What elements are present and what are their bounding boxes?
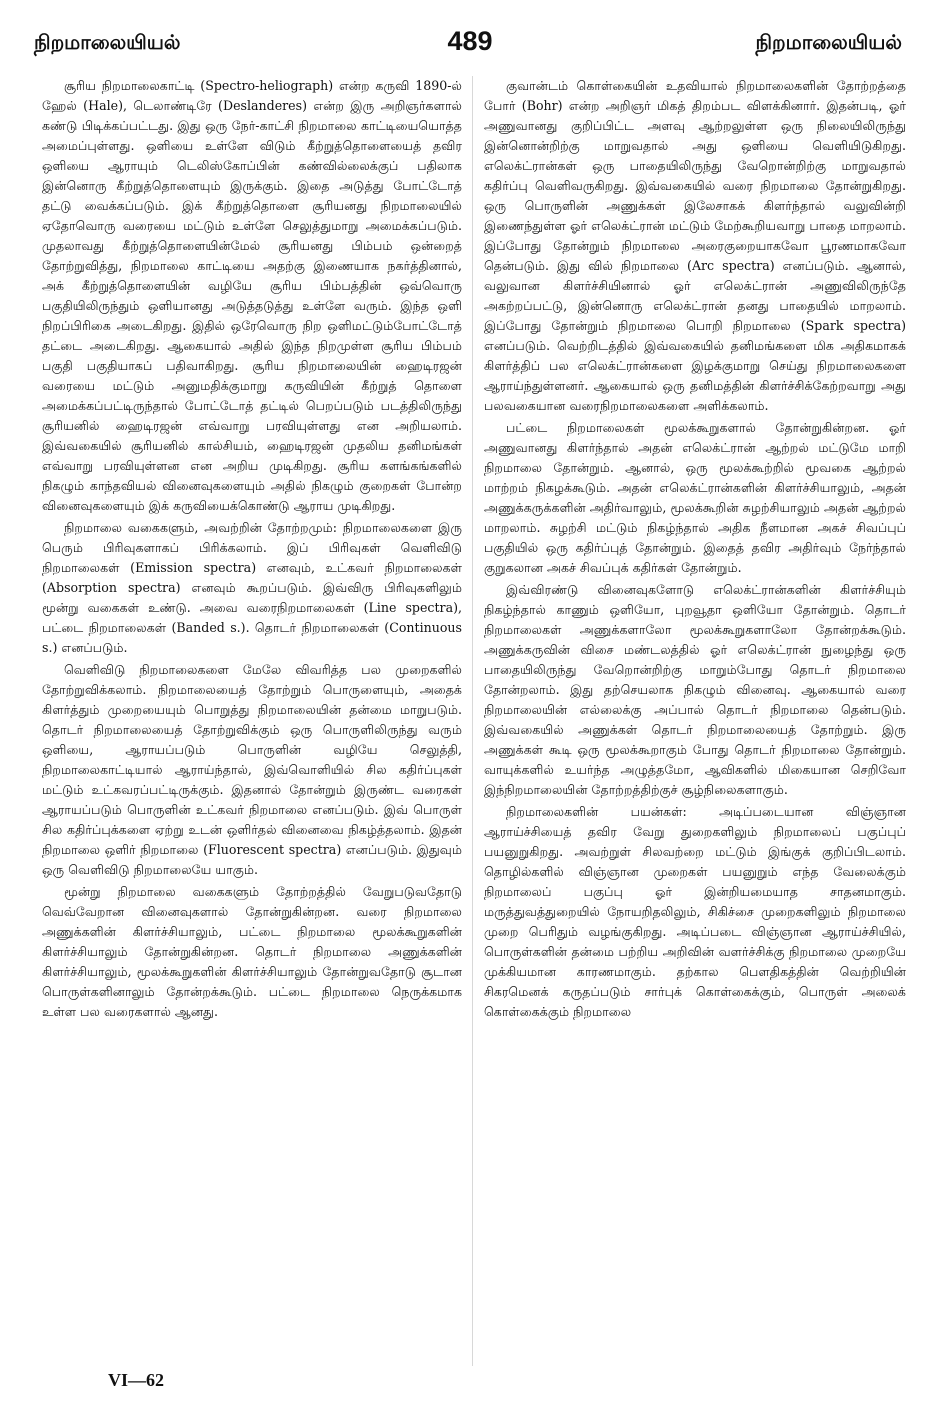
signature-mark: VI—62 bbox=[108, 1370, 165, 1390]
page-number: 489 bbox=[447, 26, 493, 56]
paragraph-spectroheliograph: சூரிய நிறமாலைகாட்டி (Spectro-heliograph) என்ற கருவி 1890-ல் ஹேல் (Hale), டெலாண்டிரே (Deslanderes) என்ற இரு அறிஞர்களால் கண்டு பிடிக்கப்பட்டது. இது ஒரு நேர்-காட்சி நிறமாலை காட்டியையொத்த அமைப்புள்ளது. ஒளியை உள்ளே விடும் கீற்றுத்தொளையைத் தவிர ஒளியை ஆராயும் டெலிஸ்கோப்பின் கண்வில்லைக்குப் பதிலாக இன்னொரு கீற்றுத்தொளையும் இருக்கும். இதை அடுத்து போட்டோத் தட்டு வைக்கப்படும். இக் கீற்றுத்தொளை சூரியனது நிறமாலையில் ஏதோவொரு வரையை மட்டும் உள்ளே செலுத்துமாறு அமைக்கப்படும். முதலாவது கீற்றுத்தொளையின்மேல் சூரியனது பிம்பம் ஒன்றைத் தோற்றுவித்து, நிறமாலை காட்டியை அதற்கு இணையாக நகர்த்தினால், அக் கீற்றுத்தொளையின் வழியே சூரிய பிம்பத்தின் ஒவ்வொரு பகுதியிலிருந்தும் ஒளியானது அடுத்தடுத்து உள்ளே வரும். இந்த ஒளி நிறப்பிரிகை அடைகிறது. இதில் ஒரேவொரு நிற ஒளிமட்டும்போட்டோத் தட்டை அடைகிறது. ஆகையால் அதில் இந்த நிறமுள்ள சூரிய பிம்பம் பகுதி பகுதியாகப் பதிவாகிறது. சூரிய நிறமாலையின் ஹைடிரஜன் வரையை மட்டும் அனுமதிக்குமாறு கருவியின் கீற்றுத் தொளை அமைக்கப்பட்டிருந்தால் போட்டோத் தட்டில் பெறப்படும் படத்திலிருந்து சூரியனில் ஹைடிரஜன் எவ்வாறு பரவியுள்ளது என அறியலாம். இவ்வகையில் சூரியனில் கால்சியம், ஹைடிரஜன் முதலிய தனிமங்கள் எவ்வாறு பரவியுள்ளன என அறிய முடிகிறது. சூரிய களங்கங்களில் நிகழும் காந்தவியல் வினைவுகளையும் அதில் நிகழும் குறைகள் போன்ற வினைவுகளையும் இக் கருவியைக்கொண்டு ஆராய முடிகிறது. bbox=[42, 78, 462, 513]
left-column bbox=[42, 76, 462, 1366]
running-head-right: நிறமாலையியல் bbox=[755, 30, 902, 54]
page-header bbox=[0, 26, 940, 62]
paragraph-bohr-theory: குவான்டம் கொள்கையின் உதவியால் நிறமாலைகளின் தோற்றத்தை போர் (Bohr) என்ற அறிஞர் மிகத் திறம்பட விளக்கினார். இதன்படி, ஓர் அணுவானது குறிப்பிட்ட அளவு ஆற்றலுள்ள ஒரு நிலையிலிருந்து இன்னொன்றிற்கு மாறுவதால் அது ஒளியை வெளியிடுகிறது. எலெக்ட்ரான்கள் ஒரு பாதையிலிருந்து வேறொன்றிற்கு மாறுவதால் கதிர்ப்பு வெளிவருகிறது. இவ்வகையில் வரை நிறமாலை தோன்றுகிறது. ஒரு பொருளின் அணுக்கள் இலேசாகக் கிளர்ந்தால் வலுவின்றி இணைந்துள்ள ஓர் எலெக்ட்ரான் மட்டும் மேற்கூறியவாறு பாதை மாறலாம். இப்போது தோன்றும் நிறமாலை அரைகுறையாகவோ பூரணமாகவோ தென்படும். இது வில் நிறமாலை (Arc spectra) எனப்படும். ஆனால், வலுவான கிளர்ச்சியினால் ஓர் எலெக்ட்ரான் அணுவிலிருந்தே அகற்றப்பட்டு, இன்னொரு எலெக்ட்ரான் தனது பாதையில் மாறலாம். இப்போது தோன்றும் நிறமாலை பொறி நிறமாலை (Spark spectra) எனப்படும். வெற்றிடத்தில் இவ்வகையில் தனிமங்களை மிக அதிகமாகக் கிளர்த்திப் பல எலெக்ட்ரான்களை இழக்குமாறு செய்து நிறமாலைகளை ஆராய்ந்துள்ளனர். ஆகையால் ஒரு தனிமத்தின் கிளர்ச்சிக்கேற்றவாறு அது பலவகையான வரைநிறமாலைகளை அளிக்கலாம். bbox=[484, 78, 906, 413]
paragraph-applications: நிறமாலைகளின் பயன்கள்: அடிப்படையான விஞ்ஞான ஆராய்ச்சியைத் தவிர வேறு துறைகளிலும் நிறமாலைப் பகுப்புப் பயனுறுகிறது. அவற்றுள் சிலவற்றை மட்டும் இங்குக் குறிப்பிடலாம். தொழில்களில் விஞ்ஞான முறைகள் பயனுறும் எந்த வேலைக்கும் நிறமாலைப் பகுப்பு ஓர் இன்றியமையாத சாதனமாகும். மருத்துவத்துறையில் நோயறிதலிலும், சிகிச்சை முறைகளிலும் நிறமாலை முறை பெரிதும் வழங்குகிறது. அடிப்படை விஞ்ஞான ஆராய்ச்சியில், பொருள்களின் தன்மை பற்றிய அறிவின் வளர்ச்சிக்கு நிறமாலை முறையே முக்கியமான காரணமாகும். தற்கால பௌதிகத்தின் வெற்றியின் சிகரமெனக் கருதப்படும் சார்புக் கொள்கைக்கும், பொருள் அலைக் கொள்கைக்கும் நிறமாலை bbox=[484, 804, 906, 1019]
column-divider bbox=[472, 76, 473, 1366]
paragraph-band-spectra: பட்டை நிறமாலைகள் மூலக்கூறுகளால் தோன்றுகின்றன. ஓர் அணுவானது கிளர்ந்தால் அதன் எலெக்ட்ரான் ஆற்றல் மட்டுமே மாறி நிறமாலை தோன்றும். ஆனால், ஒரு மூலக்கூற்றில் மூவகை ஆற்றல் மாற்றம் நிகழக்கூடும். அதன் எலெக்ட்ரான்களின் கிளர்ச்சியாலும், அதன் அணுக்கருக்களின் அதிர்வாலும், மூலக்கூறின் சுழற்சியாலும் அதன் ஆற்றல் மாறலாம். சுழற்சி மட்டும் நிகழ்ந்தால் அதிக நீளமான அகச் சிவப்புப் பகுதியில் ஒரு கதிர்ப்புத் தோன்றும். இதைத் தவிர அதிர்வும் நேர்ந்தால் குறுகலான அகச் சிவப்புக் கதிர்கள் தோன்றும். bbox=[484, 420, 906, 575]
paragraph-emission-spectra: வெளிவிடு நிறமாலைகளை மேலே விவரித்த பல முறைகளில் தோற்றுவிக்கலாம். நிறமாலையைத் தோற்றும் பொருளையும், அதைக் கிளர்த்தும் முறையையும் பொறுத்து நிறமாலையின் தன்மை மாறுபடும். தொடர் நிறமாலையைத் தோற்றுவிக்கும் ஒரு பொருளிலிருந்து வரும் ஒளியை, ஆராயப்படும் பொருளின் வழியே செலுத்தி, நிறமாலைகாட்டியால் ஆராய்ந்தால், இவ்வொளியில் சில கதிர்ப்புகள் மட்டும் உட்கவரப்பட்டிருக்கும். இதனால் தோன்றும் இருண்ட வரைகள் ஆராயப்படும் பொருளின் உட்கவர் நிறமாலை எனப்படும். இவ் பொருள் சில கதிர்ப்புக்களை ஏற்று உடன் ஒளிர்தல் வினைவை நிகழ்த்தலாம். இதன் நிறமாலை ஒளிர் நிறமாலை (Fluorescent spectra) எனப்படும். இதுவும் ஒரு வெளிவிடு நிறமாலையே யாகும். bbox=[42, 662, 462, 877]
right-column bbox=[484, 76, 906, 1366]
running-head-left: நிறமாலையியல் bbox=[34, 30, 181, 54]
paragraph-continuous-spectra: இவ்விரண்டு வினைவுகளோடு எலெக்ட்ரான்களின் கிளர்ச்சியும் நிகழ்ந்தால் காணும் ஒளியோ, புறவூதா ஒளியோ தோன்றும். தொடர் நிறமாலைகள் அணுக்களாலோ மூலக்கூறுகளாலோ தோன்றக்கூடும். அணுக்கருவின் விசை மண்டலத்தில் ஓர் எலெக்ட்ரான் நுழைந்து ஒரு பாதையிலிருந்து வேறொன்றிற்கு மாறும்போது தொடர் நிறமாலை தோன்றலாம். இது தற்செயலாக நிகழும் வினைவு. ஆகையால் வரை நிறமாலையின் எல்லைக்கு அப்பால் தொடர் நிறமாலை தென்படும். இவ்வகையில் அணுக்கள் தொடர் நிறமாலையைத் தோற்றும். இரு அணுக்கள் கூடி ஒரு மூலக்கூறாகும் போது தொடர் நிறமாலை தோன்றும். வாயுக்களில் உயர்ந்த அழுத்தமோ, ஆவிகளில் மிகையான செறிவோ இந்நிறமாலையின் தோற்றத்திற்குச் சூழ்நிலைகளாகும். bbox=[484, 582, 906, 797]
paragraph-three-types: மூன்று நிறமாலை வகைகளும் தோற்றத்தில் வேறுபடுவதோடு வெவ்வேறான வினைவுகளால் தோன்றுகின்றன. வரை நிறமாலை அணுக்களின் கிளர்ச்சியாலும், பட்டை நிறமாலை மூலக்கூறுகளின் கிளர்ச்சியாலும் தோன்றுகின்றன. தொடர் நிறமாலை அணுக்களின் கிளர்ச்சியாலும், மூலக்கூறுகளின் கிளர்ச்சியாலும் தோன்றுவதோடு சூடான பொருள்களினாலும் தோன்றக்கூடும். பட்டை நிறமாலை நெருக்கமாக உள்ள பல வரைகளால் ஆனது. bbox=[42, 884, 462, 1019]
paragraph-spectra-types: நிறமாலை வகைகளும், அவற்றின் தோற்றமும்: நிறமாலைகளை இரு பெரும் பிரிவுகளாகப் பிரிக்கலாம். இப் பிரிவுகள் வெளிவிடு நிறமாலைகள் (Emission spectra) எனவும், உட்கவர் நிறமாலைகள் (Absorption spectra) எனவும் கூறப்படும். இவ்விரு பிரிவுகளிலும் மூன்று வகைகள் உண்டு. அவை வரைநிறமாலைகள் (Line spectra), பட்டை நிறமாலைகள் (Banded s.). தொடர் நிறமாலைகள் (Continuous s.) எனப்படும். bbox=[42, 520, 462, 655]
